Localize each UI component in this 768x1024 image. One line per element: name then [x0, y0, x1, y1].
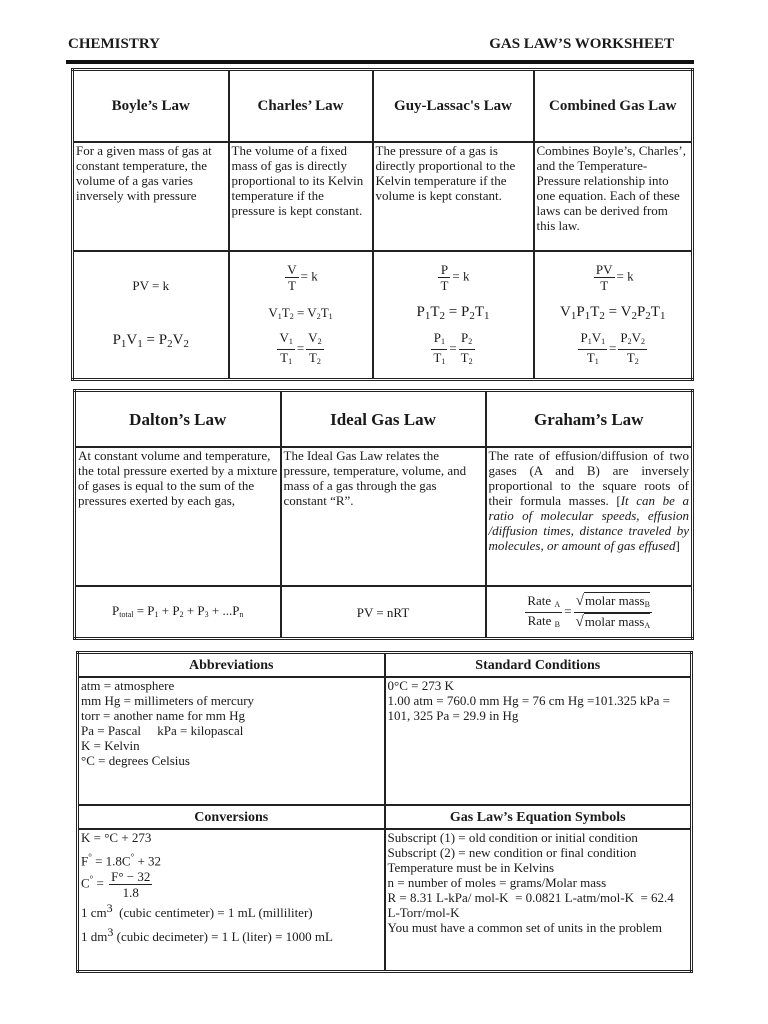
symbol-item: You must have a common set of units in the problem	[387, 920, 663, 935]
guy-eq-product: $P_1T_2 = P_2T_1$	[416, 303, 490, 322]
desc-charles-law: The volume of a fixed mass of gas is directly proportional to its Kelvin temperature if the pressure is kept constant.	[229, 142, 373, 251]
charles-eq-product: $V_1T_2 = V_2T_1$	[268, 304, 333, 321]
sqrt-icon: √	[575, 592, 584, 609]
abbr-item: atm = atmosphere	[81, 678, 175, 693]
header-ideal-gas-law: Ideal Gas Law	[281, 391, 486, 448]
std-item: 1.00 atm = 760.0 mm Hg = 76 cm Hg =101.325 kPa = 101, 325 Pa = 29.9 in Hg	[387, 693, 670, 723]
equation-symbols-list	[385, 829, 692, 972]
combined-eq-k: $\frac{PV}{T}$ = k	[595, 261, 634, 293]
symbol-item: Temperature must be in Kelvins	[387, 860, 555, 875]
symbol-item: Subscript (2) = new condition or final condition	[387, 845, 637, 860]
header-standard-conditions: Standard Conditions	[385, 653, 692, 678]
header-guy-lussac-law: Guy-Lassac's Law	[373, 70, 534, 143]
formula-boyles-law	[73, 251, 229, 380]
header-rule	[66, 60, 694, 64]
subject-title: CHEMISTRY	[68, 36, 160, 52]
desc-combined-gas-law: Combines Boyle’s, Charles’, and the Temperature-Pressure relationship into one equation. Each of these laws can be derived from this law.	[534, 142, 693, 251]
formula-grahams-law: $\frac{Rate _A}{Rate _B}$ = $\frac{√molar mass_B}{√molar mass_A}$	[486, 586, 693, 639]
std-item: 0°C = 273 K	[387, 678, 454, 693]
abbr-item: Pa = Pascal kPa = kilopascal	[81, 723, 244, 738]
sqrt-icon: √	[575, 613, 584, 630]
header-abbreviations: Abbreviations	[78, 653, 385, 678]
symbol-item: n = number of moles = grams/Molar mass	[387, 875, 607, 890]
guy-eq-ratio: $\frac{P_1}{T_1}$ = $\frac{P_2}{T_2}$	[433, 329, 473, 366]
combined-eq-ratio: $\frac{P_1V_1}{T_1}$ = $\frac{P_2V_2}{T_2}$	[580, 329, 646, 366]
conv-celsius: C° = $\frac{F^\circ - 32}{1.8}$	[81, 869, 151, 901]
reference-table	[76, 651, 693, 973]
gas-laws-table-1	[71, 68, 694, 381]
page-header	[68, 36, 674, 56]
boyle-eq-p1v1: $P_1V_1 = P_2V_2$	[112, 332, 189, 350]
conv-fahrenheit: F° = 1.8C° + 32	[81, 852, 162, 869]
abbr-item: K = Kelvin	[81, 738, 140, 753]
conv-dm3: 1 $dm^3$ (cubic decimeter) = 1 L (liter) = 1000 mL	[81, 925, 333, 945]
abbr-item: torr = another name for mm Hg	[81, 708, 246, 723]
formula-daltons-law: $P_{total} = P_1 + P_2 + P_3 + ...P_n$	[75, 586, 281, 639]
formula-combined-gas-law	[534, 251, 693, 380]
header-boyles-law: Boyle’s Law	[73, 70, 229, 143]
boyle-eq-k: PV = k	[132, 278, 170, 293]
charles-eq-ratio: $\frac{V_1}{T_1}$ = $\frac{V_2}{T_2}$	[279, 329, 322, 366]
header-charles-law: Charles’ Law	[229, 70, 373, 143]
conv-kelvin: K = °C + 273	[81, 830, 152, 845]
conv-cm3: 1 $cm^3$ (cubic centimeter) = 1 mL (milliliter)	[81, 901, 313, 921]
symbol-item: Subscript (1) = old condition or initial condition	[387, 830, 638, 845]
worksheet-title: GAS LAW’S WORKSHEET	[489, 36, 674, 52]
formula-guy-lussac-law	[373, 251, 534, 380]
abbr-item: mm Hg = millimeters of mercury	[81, 693, 255, 708]
conversions-list	[78, 829, 385, 972]
desc-ideal-gas-law: The Ideal Gas Law relates the pressure, temperature, volume, and mass of a gas through the gas constant “R”.	[281, 447, 486, 586]
desc-grahams-law: The rate of effusion/diffusion of two gases (A and B) are inversely proportional to the square roots of their formula masses. [It can be a ratio of molecular speeds, effusion /diffusion times, distance traveled by molecules, or amount of gas effused]	[486, 447, 693, 586]
gas-laws-table-2	[73, 389, 694, 640]
desc-guy-lussac-law: The pressure of a gas is directly proportional to the Kelvin temperature if the volume is kept constant.	[373, 142, 534, 251]
fraction: $\frac{V}{T}$	[287, 261, 297, 293]
guy-eq-k: $\frac{P}{T}$ = k	[440, 261, 470, 293]
symbol-item: R = 8.31 L-kPa/ mol-K = 0.0821 L-atm/mol-K = 62.4 L-Torr/mol-K	[387, 890, 678, 920]
combined-eq-product: $V_1P_1T_2 = V_2P_2T_1$	[560, 303, 666, 322]
header-daltons-law: Dalton’s Law	[75, 391, 281, 448]
formula-charles-law	[229, 251, 373, 380]
header-combined-gas-law: Combined Gas Law	[534, 70, 693, 143]
abbreviations-list	[78, 677, 385, 805]
formula-ideal-gas-law: PV = nRT	[281, 586, 486, 639]
desc-boyles-law: For a given mass of gas at constant temperature, the volume of a gas varies inversely with pressure	[73, 142, 229, 251]
header-equation-symbols: Gas Law’s Equation Symbols	[385, 805, 692, 829]
header-grahams-law: Graham’s Law	[486, 391, 693, 448]
charles-eq-k: $\frac{V}{T}$ = k	[287, 261, 318, 293]
abbr-item: °C = degrees Celsius	[81, 753, 190, 768]
standard-conditions-list	[385, 677, 692, 805]
desc-daltons-law: At constant volume and temperature, the total pressure exerted by a mixture of gases is equal to the sum of the pressures exerted by each gas,	[75, 447, 281, 586]
header-conversions: Conversions	[78, 805, 385, 829]
